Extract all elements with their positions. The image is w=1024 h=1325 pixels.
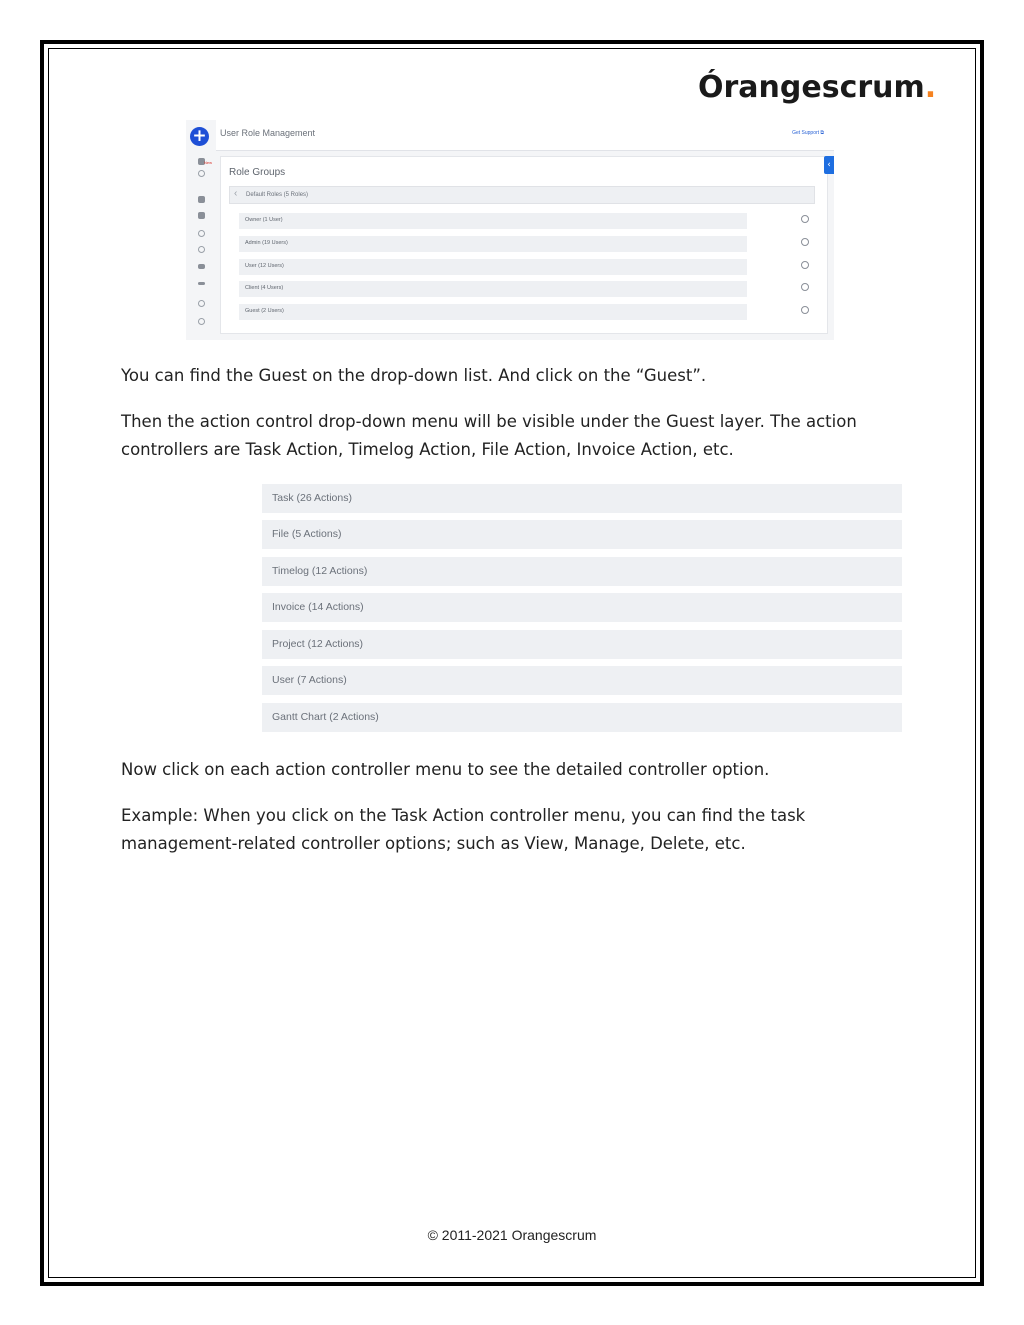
role-row[interactable] — [239, 236, 747, 252]
default-roles-label: Default Roles (5 Roles) — [246, 192, 309, 198]
action-label: Task (26 Actions) — [272, 492, 352, 504]
user-icon[interactable] — [801, 215, 809, 223]
role-label: Client (4 Users) — [245, 285, 284, 291]
action-label: Timelog (12 Actions) — [272, 565, 368, 577]
action-item-timelog[interactable] — [262, 557, 902, 586]
app-screenshot — [186, 120, 834, 340]
logo-dot: . — [924, 70, 937, 105]
chevron-left-icon[interactable]: ‹ — [234, 188, 238, 199]
user-icon[interactable] — [801, 238, 809, 246]
more-icon[interactable] — [198, 318, 205, 325]
role-label: Owner (1 User) — [245, 217, 283, 223]
action-label: Invoice (14 Actions) — [272, 601, 364, 613]
role-groups-title: Role Groups — [229, 167, 286, 178]
action-label: User (7 Actions) — [272, 674, 347, 686]
role-row[interactable] — [239, 304, 747, 320]
role-groups-card — [220, 156, 828, 334]
logo-text: Órangescrum — [698, 70, 925, 105]
role-label: User (12 Users) — [245, 263, 284, 269]
globe-icon[interactable] — [198, 246, 205, 253]
user-icon[interactable] — [801, 306, 809, 314]
paragraph-action-menu: Then the action control drop-down menu will be visible under the Guest layer. The action controllers are Task Action, Timelog Action, File Action, Invoice Action, etc. — [121, 412, 857, 459]
copyright-footer: © 2011-2021 Orangescrum — [427, 1227, 597, 1243]
orangescrum-logo — [698, 70, 936, 105]
paragraph-click-each: Now click on each action controller menu to see the detailed controller option. — [121, 760, 770, 779]
calendar-icon[interactable] — [198, 212, 205, 219]
new-badge: New — [204, 160, 213, 165]
role-row[interactable] — [239, 281, 747, 297]
briefcase-icon[interactable] — [198, 196, 205, 203]
role-row[interactable] — [239, 213, 747, 229]
paragraph-example: Example: When you click on the Task Action controller menu, you can find the task management-related controller options; such as View, Manage, Delete, etc. — [121, 806, 806, 853]
app-page-title: User Role Management — [220, 128, 316, 138]
action-item-user[interactable] — [262, 666, 902, 695]
collapse-panel-icon[interactable]: ‹ — [824, 156, 834, 174]
action-label: File (5 Actions) — [272, 528, 342, 540]
action-item-task[interactable] — [262, 484, 902, 513]
action-item-file[interactable] — [262, 520, 902, 549]
sidebar-rail — [186, 150, 216, 340]
settings-icon[interactable] — [198, 170, 205, 177]
clock-icon[interactable] — [198, 230, 205, 237]
get-support-link[interactable]: Get Support ⧉ — [792, 130, 824, 136]
app-topbar — [216, 120, 834, 151]
chart-line-icon[interactable] — [198, 282, 205, 285]
user-icon[interactable] — [198, 264, 205, 269]
default-roles-group[interactable] — [229, 186, 815, 204]
user-icon[interactable] — [801, 283, 809, 291]
action-item-gantt-chart[interactable] — [262, 703, 902, 732]
role-label: Guest (2 Users) — [245, 308, 284, 314]
report-icon[interactable] — [198, 300, 205, 307]
action-item-project[interactable] — [262, 630, 902, 659]
action-label: Project (12 Actions) — [272, 638, 364, 650]
role-label: Admin (19 Users) — [245, 240, 288, 246]
action-label: Gantt Chart (2 Actions) — [272, 711, 379, 723]
role-row[interactable] — [239, 259, 747, 275]
action-item-invoice[interactable] — [262, 593, 902, 622]
user-icon[interactable] — [801, 261, 809, 269]
paragraph-guest: You can find the Guest on the drop-down list. And click on the “Guest”. — [121, 366, 707, 385]
add-plus-icon[interactable]: + — [190, 127, 209, 146]
